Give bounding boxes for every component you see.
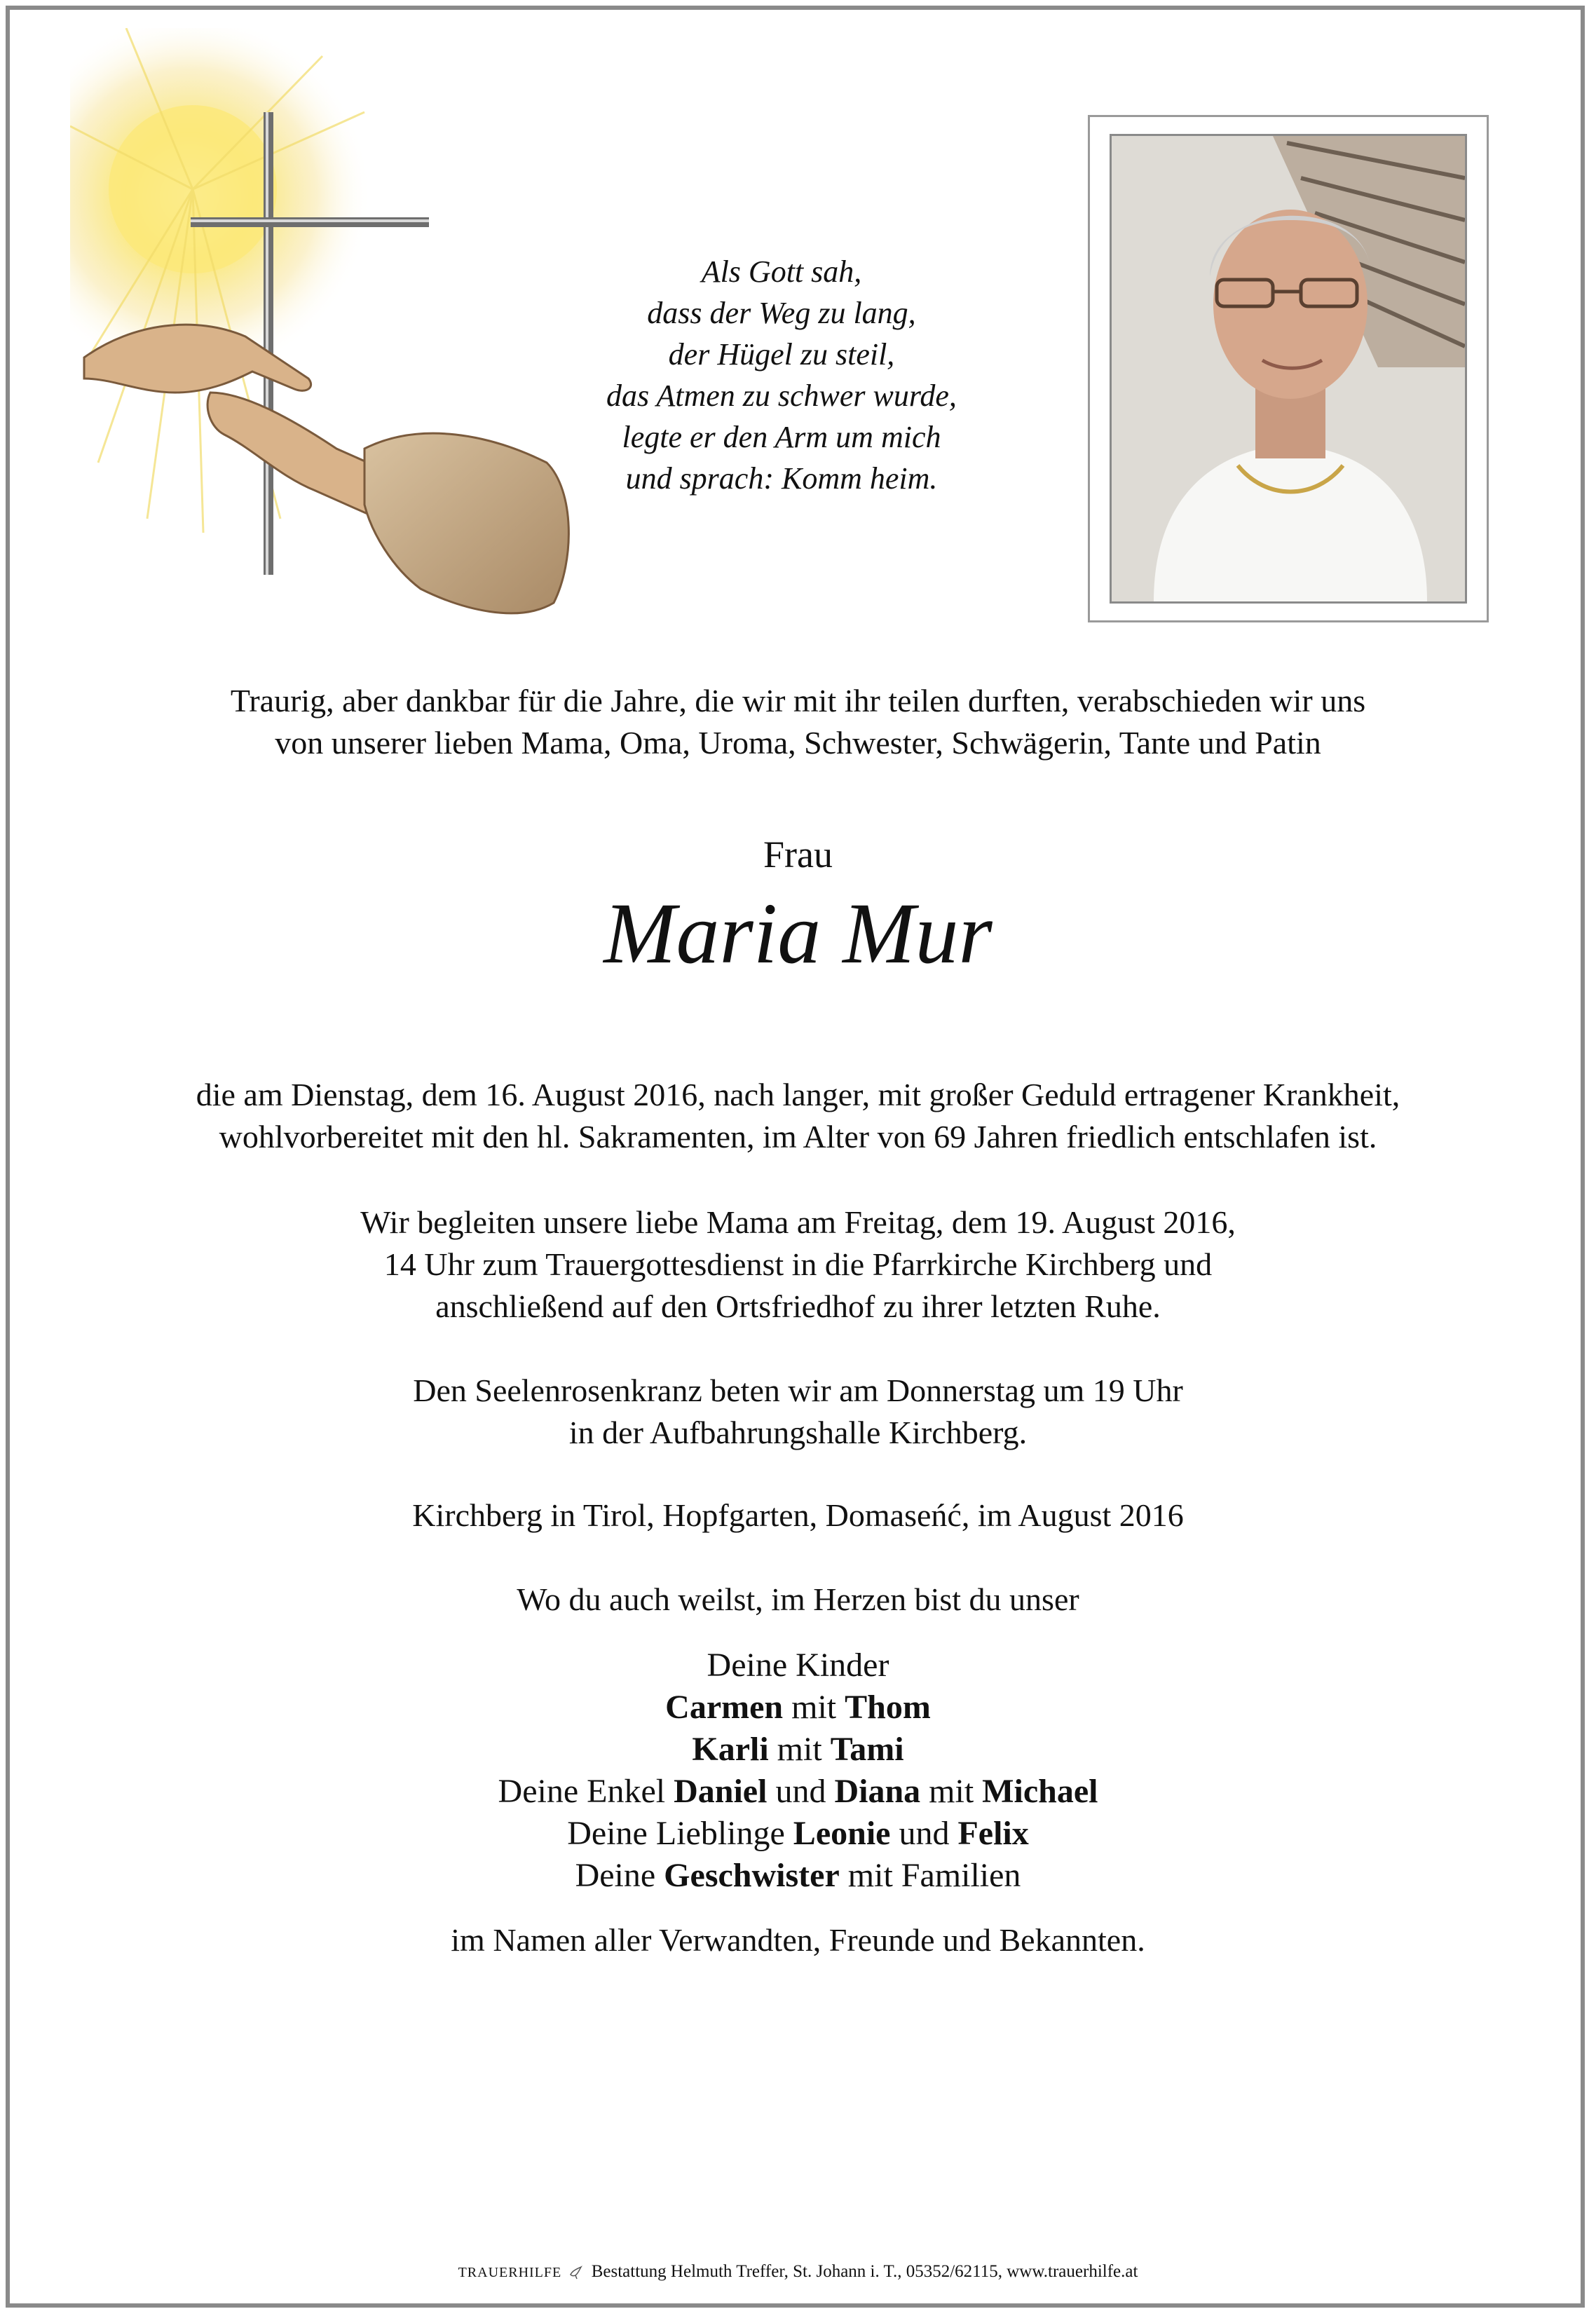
child-name: Karli <box>692 1731 769 1768</box>
connector: mit <box>929 1773 974 1810</box>
partner-name: Thom <box>845 1689 931 1726</box>
salutation: Frau <box>763 833 833 876</box>
death-notice-line: wohlvorbereitet mit den hl. Sakramenten, im Alter von 69 Jahren friedlich entschlafen ist. <box>219 1119 1377 1154</box>
intro-line: Traurig, aber dankbar für die Jahre, die wir mit ihr teilen durften, verabschieden wir uns <box>230 683 1366 718</box>
rosary-notice <box>0 1370 1596 1454</box>
family-line <box>0 1729 1596 1771</box>
family-line <box>0 1771 1596 1813</box>
rosary-line: Den Seelenrosenkranz beten wir am Donnerstag um 19 Uhr <box>413 1372 1183 1408</box>
partner-name: Tami <box>830 1731 904 1768</box>
verse-line: das Atmen zu schwer wurde, <box>606 379 957 413</box>
footer-brand: TRAUERHILFE <box>458 2265 562 2280</box>
siblings-prefix: Deine <box>575 1857 656 1894</box>
deceased-name: Maria Mur <box>603 885 993 981</box>
funeral-line: anschließend auf den Ortsfriedhof zu ihrer letzten Ruhe. <box>435 1288 1161 1324</box>
memorial-verse <box>512 251 1051 499</box>
funeral-line: 14 Uhr zum Trauergottesdienst in die Pfarrkirche Kirchberg und <box>383 1246 1213 1282</box>
hands-icon <box>84 325 568 613</box>
portrait-photo <box>1110 134 1467 604</box>
motto: Wo du auch weilst, im Herzen bist du unser <box>517 1581 1079 1617</box>
closing-line: im Namen aller Verwandten, Freunde und Bekannten. <box>451 1922 1145 1958</box>
portrait-image <box>1112 136 1465 601</box>
child-name: Carmen <box>665 1689 784 1726</box>
grandchild-name: Daniel <box>674 1773 768 1810</box>
death-notice <box>0 1074 1596 1158</box>
family-list <box>0 1644 1596 1897</box>
connector: und <box>899 1815 950 1852</box>
favorite-name: Leonie <box>793 1815 891 1852</box>
funeral-notice <box>0 1201 1596 1328</box>
footer <box>0 2261 1596 2283</box>
death-notice-line: die am Dienstag, dem 16. August 2016, nach langer, mit großer Geduld ertragener Krankheit, <box>196 1077 1400 1112</box>
rosary-line: in der Aufbahrungshalle Kirchberg. <box>568 1415 1028 1450</box>
verse-line: und sprach: Komm heim. <box>625 461 938 496</box>
verse-line: Als Gott sah, <box>701 254 862 289</box>
funeral-line: Wir begleiten unsere liebe Mama am Freitag, dem 19. August 2016, <box>360 1204 1236 1240</box>
connector: und <box>775 1773 826 1810</box>
place-date: Kirchberg in Tirol, Hopfgarten, Domaseńć, im August 2016 <box>412 1497 1184 1533</box>
partner-name: Michael <box>982 1773 1098 1810</box>
favorites-label: Deine Lieblinge <box>567 1815 785 1852</box>
family-line <box>0 1855 1596 1897</box>
siblings-suffix: mit Familien <box>847 1857 1021 1894</box>
footer-text: Bestattung Helmuth Treffer, St. Johann i. T., 05352/62115, www.trauerhilfe.at <box>591 2262 1138 2281</box>
grandchildren-label: Deine Enkel <box>498 1773 666 1810</box>
family-line <box>0 1687 1596 1729</box>
family-line <box>0 1813 1596 1855</box>
grandchild-name: Diana <box>834 1773 921 1810</box>
intro-text <box>0 680 1596 764</box>
siblings-label: Geschwister <box>664 1857 840 1894</box>
portrait-frame <box>1088 115 1489 622</box>
favorite-name: Felix <box>957 1815 1029 1852</box>
verse-line: dass der Weg zu lang, <box>647 296 916 330</box>
intro-line: von unserer lieben Mama, Oma, Uroma, Schwester, Schwägerin, Tante und Patin <box>275 725 1321 761</box>
verse-line: der Hügel zu steil, <box>668 337 895 372</box>
verse-line: legte er den Arm um mich <box>622 420 941 454</box>
children-label: Deine Kinder <box>707 1647 889 1684</box>
connector: mit <box>791 1689 837 1726</box>
connector: mit <box>777 1731 822 1768</box>
dove-icon <box>568 2265 584 2280</box>
